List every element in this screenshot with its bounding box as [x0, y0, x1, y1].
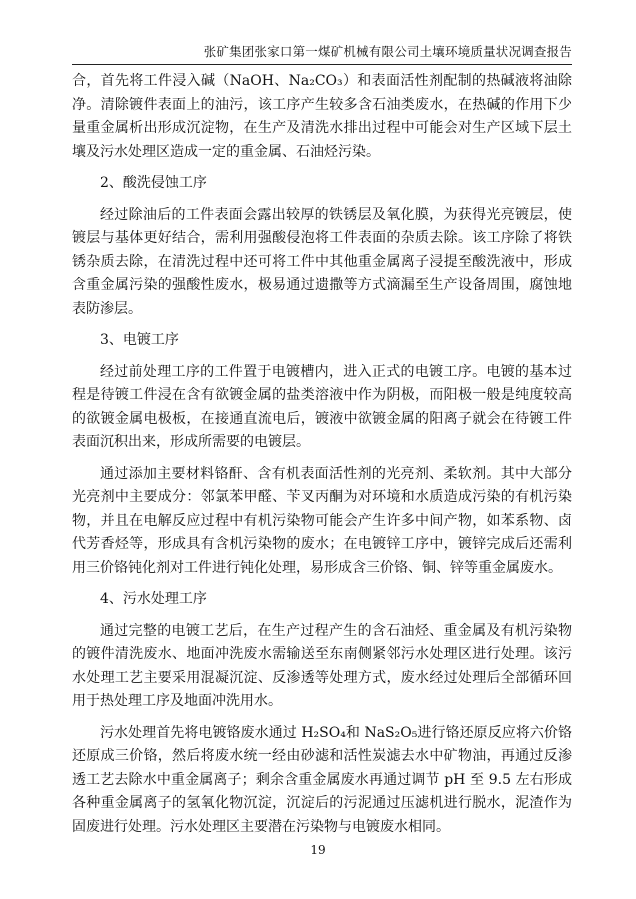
paragraph-alkali-degreasing-end: 合，首先将工件浸入碱（NaOH、Na₂CO₃）和表面活性剂配制的热碱液将油除净。清除镀件表面上的油污，该工序产生较多含石油类废水，在热碱的作用下少量重金属析出形成沉淀物，在生产及清洗水排出过程中可能会对生产区域下层土壤及污水处理区造成一定的重金属、石油烃污染。 [72, 73, 572, 160]
paragraph-additives: 通过添加主要材料铬酐、含有机表面活性剂的光亮剂、柔软剂。其中大部分光亮剂中主要成分：邻氯苯甲醛、苄叉丙酮为对环境和水质造成污染的有机污染物，并且在电解反应过程中有机污染物可能会产生许多中间产物，如苯系物、卤代芳香烃等，形成具有含机污染物的废水；在电镀锌工序中，镀锌完成后还需利用三价铬钝化剂对工件进行钝化处理，易形成含三价铬、铜、锌等重金属废水。 [72, 465, 572, 576]
page-body [72, 70, 572, 839]
paragraph-wastewater-treatment: 通过完整的电镀工艺后，在生产过程产生的含石油烃、重金属及有机污染物的镀件清洗废水、地面冲洗废水需输送至东南侧紧邻污水处理区进行处理。该污水处理工艺主要采用混凝沉淀、反渗透等处理方式，废水经过处理后全部循环回用于热处理工序及地面冲洗用水。 [72, 622, 572, 709]
page-number: 19 [310, 843, 326, 857]
paragraph-electroplating: 经过前处理工序的工件置于电镀槽内，进入正式的电镀工序。电镀的基本过程是待镀工件浸在含有欲镀金属的盐类溶液中作为阴极，而阳极一般是纯度较高的欲镀金属电极板，在接通直流电后，镀液中欲镀金属的阳离子就会在待镀工件表面沉积出来，形成所需要的电镀层。 [72, 363, 572, 450]
heading-wastewater-treatment: 4、污水处理工序 [100, 591, 207, 607]
heading-acid-pickling: 2、酸洗侵蚀工序 [100, 175, 207, 191]
paragraph-wastewater-process: 污水处理首先将电镀铬废水通过 H₂SO₄和 NaS₂O₅进行铬还原反应将六价铬还原成三价铬，然后将废水统一经由砂滤和活性炭滤去水中矿物油，再通过反渗透工艺去除水中重金属离子；剩余含重金属废水再通过调节 pH 至 9.5 左右形成各种重金属离子的氢氧化物沉淀，沉淀后的污泥通过压滤机进行脱水，泥渣作为固废进行处理。污水处理区主要潜在污染物与电镀废水相同。 [72, 724, 572, 835]
header-rule [72, 64, 572, 65]
paragraph-acid-pickling: 经过除油后的工件表面会露出较厚的铁锈层及氧化膜，为获得光亮镀层，使镀层与基体更好结合，需利用强酸侵泡将工件表面的杂质去除。该工序除了将铁锈杂质去除，在清洗过程中还可将工件中其他重金属离子浸提至酸洗液中，形成含重金属污染的强酸性废水，极易通过遗撒等方式滴漏至生产设备周围，腐蚀地表防渗层。 [72, 206, 572, 317]
running-header: 张矿集团张家口第一煤矿机械有限公司土壤环境质量状况调查报告 [203, 44, 572, 59]
heading-electroplating: 3、电镀工序 [100, 332, 179, 348]
